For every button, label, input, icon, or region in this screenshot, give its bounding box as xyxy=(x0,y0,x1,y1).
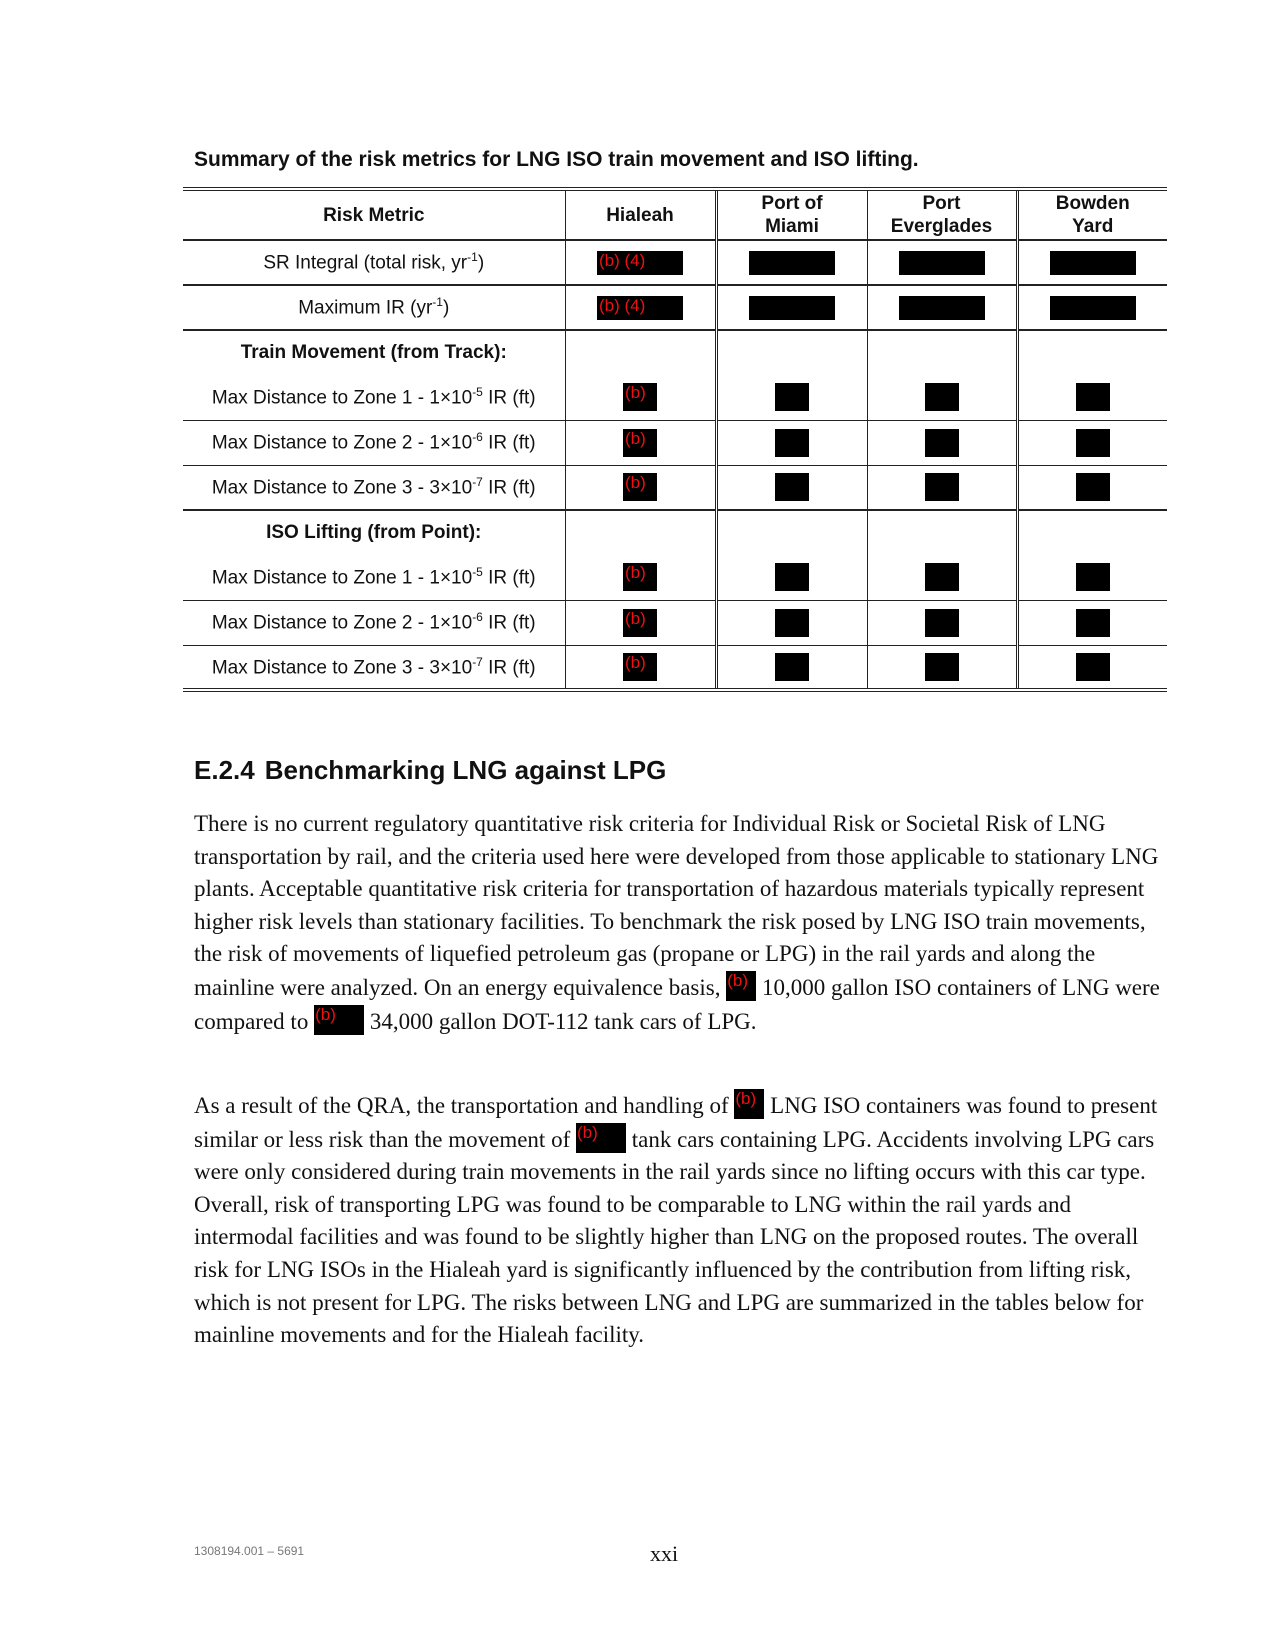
table-section-train-movement xyxy=(183,330,1167,375)
section-number: E.2.4 xyxy=(194,755,255,785)
redacted-cell xyxy=(867,285,1017,330)
table-caption: Summary of the risk metrics for LNG ISO train movement and ISO lifting. xyxy=(194,148,919,171)
redacted-cell xyxy=(1017,600,1167,645)
inline-redaction: (b) xyxy=(726,971,756,1001)
header-risk-metric: Risk Metric xyxy=(183,189,565,240)
redaction-block xyxy=(1076,429,1110,457)
redaction-block: (b) (4) xyxy=(597,296,683,320)
redaction-block xyxy=(775,429,809,457)
redacted-cell xyxy=(716,645,867,690)
redaction-block: (b) xyxy=(623,473,657,501)
redaction-block xyxy=(899,296,985,320)
redacted-cell xyxy=(1017,645,1167,690)
inline-redaction: (b) xyxy=(314,1005,364,1035)
redacted-cell xyxy=(867,420,1017,465)
redaction-block xyxy=(1076,473,1110,501)
redacted-cell xyxy=(716,375,867,420)
inline-redaction: (b) xyxy=(576,1123,626,1153)
section-label: ISO Lifting (from Point): xyxy=(266,522,482,543)
inline-redaction: (b) xyxy=(734,1089,764,1119)
redaction-block xyxy=(925,609,959,637)
redacted-cell xyxy=(867,375,1017,420)
redaction-block xyxy=(1076,609,1110,637)
risk-metrics-table xyxy=(183,187,1167,692)
redaction-block xyxy=(775,563,809,591)
row-label: Max Distance to Zone $3 - 3\times 10^{-7}$ IR (ft) xyxy=(183,465,565,510)
redaction-block: (b) xyxy=(623,609,657,637)
redacted-cell xyxy=(1017,420,1167,465)
header-port-everglades: Port Everglades xyxy=(867,189,1017,240)
row-label: Max Distance to Zone $1 - 1\times 10^{-5}$ IR (ft) xyxy=(183,375,565,420)
redacted-cell xyxy=(1017,285,1167,330)
paragraph-benchmark-intro: There is no current regulatory quantitative risk criteria for Individual Risk or Societal Risk of LNG transportation by rail, and the criteria used here were developed from those applicable to stationary LNG plants. Acceptable quantitative risk criteria for transportation of hazardous materials typically represent higher risk levels than stationary facilities. To benchmark the risk posed by LNG ISO train movements, the risk of movements of liquefied petroleum gas (propane or LPG) in the rail yards and along the mainline were analyzed. On an energy equivalence basis, (b) 10,000 gallon ISO containers of LNG were compared to (b) 34,000 gallon DOT-112 tank cars of LPG. xyxy=(194,811,1160,1034)
redacted-cell xyxy=(565,600,716,645)
section-heading xyxy=(194,755,666,786)
redaction-block xyxy=(749,251,835,275)
redaction-block xyxy=(775,383,809,411)
redaction-block xyxy=(775,653,809,681)
redacted-cell xyxy=(716,285,867,330)
redacted-cell xyxy=(716,420,867,465)
paragraph-qra-result: As a result of the QRA, the transportation and handling of (b) LNG ISO containers was found to present similar or less risk than the movement of (b) tank cars containing LPG. Accidents involving LPG cars were only considered during train movements in the rail yards since no lifting occurs with this car type. Overall, risk of transporting LPG was found to be comparable to LNG within the rail yards and intermodal facilities and was found to be slightly higher than LNG on the proposed routes. The overall risk for LNG ISOs in the Hialeah yard is significantly influenced by the contribution from lifting risk, which is not present for LPG. The risks between LNG and LPG are summarized in the tables below for mainline movements and for the Hialeah facility. xyxy=(194,1089,1158,1348)
table-section-iso-lifting xyxy=(183,510,1167,555)
section-label: Train Movement (from Track): xyxy=(240,342,507,363)
redacted-cell xyxy=(565,645,716,690)
redacted-cell xyxy=(867,600,1017,645)
table-row-maximum-ir xyxy=(183,285,1167,330)
row-label: Max Distance to Zone $1 - 1\times 10^{-5}$ IR (ft) xyxy=(183,555,565,600)
row-label: Maximum IR $(yr^{-1})$ xyxy=(183,285,565,330)
header-hialeah: Hialeah xyxy=(565,189,716,240)
redacted-cell xyxy=(565,285,716,330)
page-number: xxi xyxy=(650,1541,679,1566)
redacted-cell xyxy=(1017,375,1167,420)
redaction-block xyxy=(1076,563,1110,591)
redaction-block: (b) (4) xyxy=(597,251,683,275)
row-label: SR Integral (total risk, $yr^{-1}$) xyxy=(183,240,565,285)
redaction-block: (b) xyxy=(623,383,657,411)
section-title: Benchmarking LNG against LPG xyxy=(264,755,667,785)
redaction-block xyxy=(749,296,835,320)
redacted-cell xyxy=(867,645,1017,690)
table-row-train-zone-1 xyxy=(183,375,1167,420)
row-label: Max Distance to Zone $2 - 1\times 10^{-6}$ IR (ft) xyxy=(183,600,565,645)
redacted-cell xyxy=(565,465,716,510)
redaction-block xyxy=(925,563,959,591)
redacted-cell xyxy=(716,240,867,285)
redaction-block xyxy=(1050,296,1136,320)
table-row-lift-zone-1 xyxy=(183,555,1167,600)
redacted-cell xyxy=(565,375,716,420)
table-row-sr-integral xyxy=(183,240,1167,285)
redacted-cell xyxy=(867,555,1017,600)
redacted-cell xyxy=(565,420,716,465)
redacted-cell xyxy=(1017,240,1167,285)
table-row-lift-zone-2 xyxy=(183,600,1167,645)
table-row-lift-zone-3 xyxy=(183,645,1167,690)
redacted-cell xyxy=(716,555,867,600)
redaction-block xyxy=(925,383,959,411)
header-bowden-yard: Bowden Yard xyxy=(1017,189,1167,240)
redaction-block: (b) xyxy=(623,429,657,457)
redaction-block xyxy=(1076,653,1110,681)
row-label: Max Distance to Zone $3 - 3\times 10^{-7}$ IR (ft) xyxy=(211,654,536,678)
redaction-block xyxy=(925,653,959,681)
redacted-cell xyxy=(565,240,716,285)
row-label: Max Distance to Zone $2 - 1\times 10^{-6}$ IR (ft) xyxy=(183,420,565,465)
redaction-block xyxy=(1076,383,1110,411)
redaction-block xyxy=(1050,251,1136,275)
redacted-cell xyxy=(716,600,867,645)
redaction-block xyxy=(925,429,959,457)
redacted-cell xyxy=(867,465,1017,510)
redaction-block xyxy=(899,251,985,275)
redacted-cell xyxy=(1017,465,1167,510)
redacted-cell xyxy=(716,465,867,510)
redaction-block xyxy=(775,609,809,637)
redacted-cell xyxy=(1017,555,1167,600)
header-port-of-miami: Port of Miami xyxy=(716,189,867,240)
footer-document-code: 1308194.001 – 5691 xyxy=(194,1544,305,1558)
table-row-train-zone-2 xyxy=(183,420,1167,465)
table-header-row xyxy=(183,189,1167,240)
redaction-block xyxy=(925,473,959,501)
redaction-block: (b) xyxy=(623,563,657,591)
redacted-cell xyxy=(565,555,716,600)
redaction-block: (b) xyxy=(623,653,657,681)
redacted-cell xyxy=(867,240,1017,285)
table-row-train-zone-3 xyxy=(183,465,1167,510)
redaction-block xyxy=(775,473,809,501)
